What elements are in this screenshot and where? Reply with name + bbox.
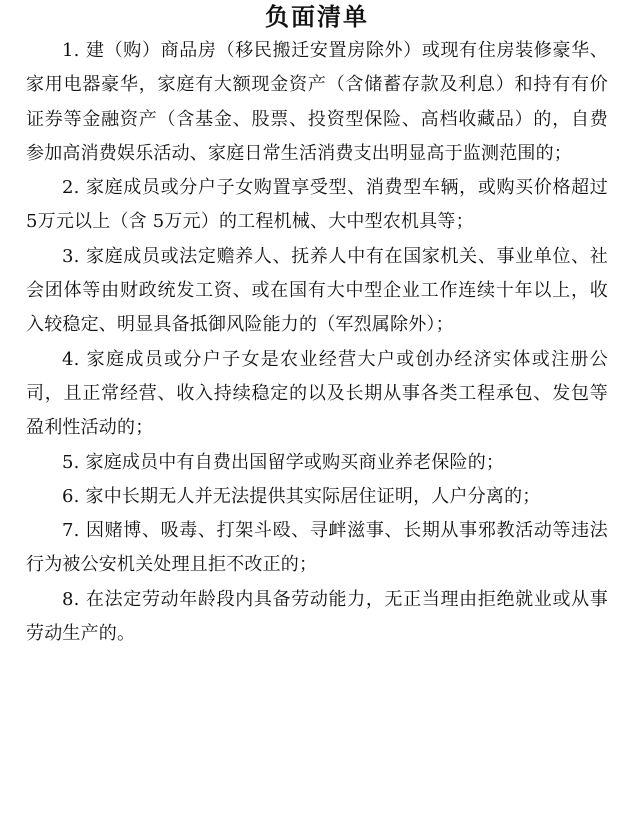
list-item-2: 2. 家庭成员或分户子女购置享受型、消费型车辆，或购买价格超过 5万元以上（含 5万元）的工程机械、大中型农机具等； [26, 177, 608, 233]
list-item-7: 7. 因赌博、吸毒、打架斗殴、寻衅滋事、长期从事邪教活动等违法行为被公安机关处理且拒不改正的； [26, 520, 608, 576]
list-item-4: 4. 家庭成员或分户子女是农业经营大户或创办经济实体或注册公司，且正常经营、收入持续稳定的以及长期从事各类工程承包、发包等盈利性活动的； [26, 348, 608, 439]
list-item-5: 5. 家庭成员中有自费出国留学或购买商业养老保险的； [62, 451, 505, 473]
list-item-1: 1. 建（购）商品房（移民搬迁安置房除外）或现有住房装修豪华、家用电器豪华，家庭有大额现金资产（含储蓄存款及利息）和持有有价证券等金融资产（含基金、股票、投资型保险、高档收藏品）的，自费参加高消费娱乐活动、家庭日常生活消费支出明显高于监测范围的； [26, 40, 608, 164]
list-item-6: 6. 家中长期无人并无法提供其实际居住证明，人户分离的； [62, 485, 541, 507]
list-item-3: 3. 家庭成员或法定赡养人、抚养人中有在国家机关、事业单位、社会团体等由财政统发工资、或在国有大中型企业工作连续十年以上，收入较稳定、明显具备抵御风险能力的（军烈属除外）； [26, 245, 608, 336]
list-item-8: 8. 在法定劳动年龄段内具备劳动能力，无正当理由拒绝就业或从事劳动生产的。 [26, 588, 608, 645]
page-title: 负面清单 [265, 2, 369, 31]
